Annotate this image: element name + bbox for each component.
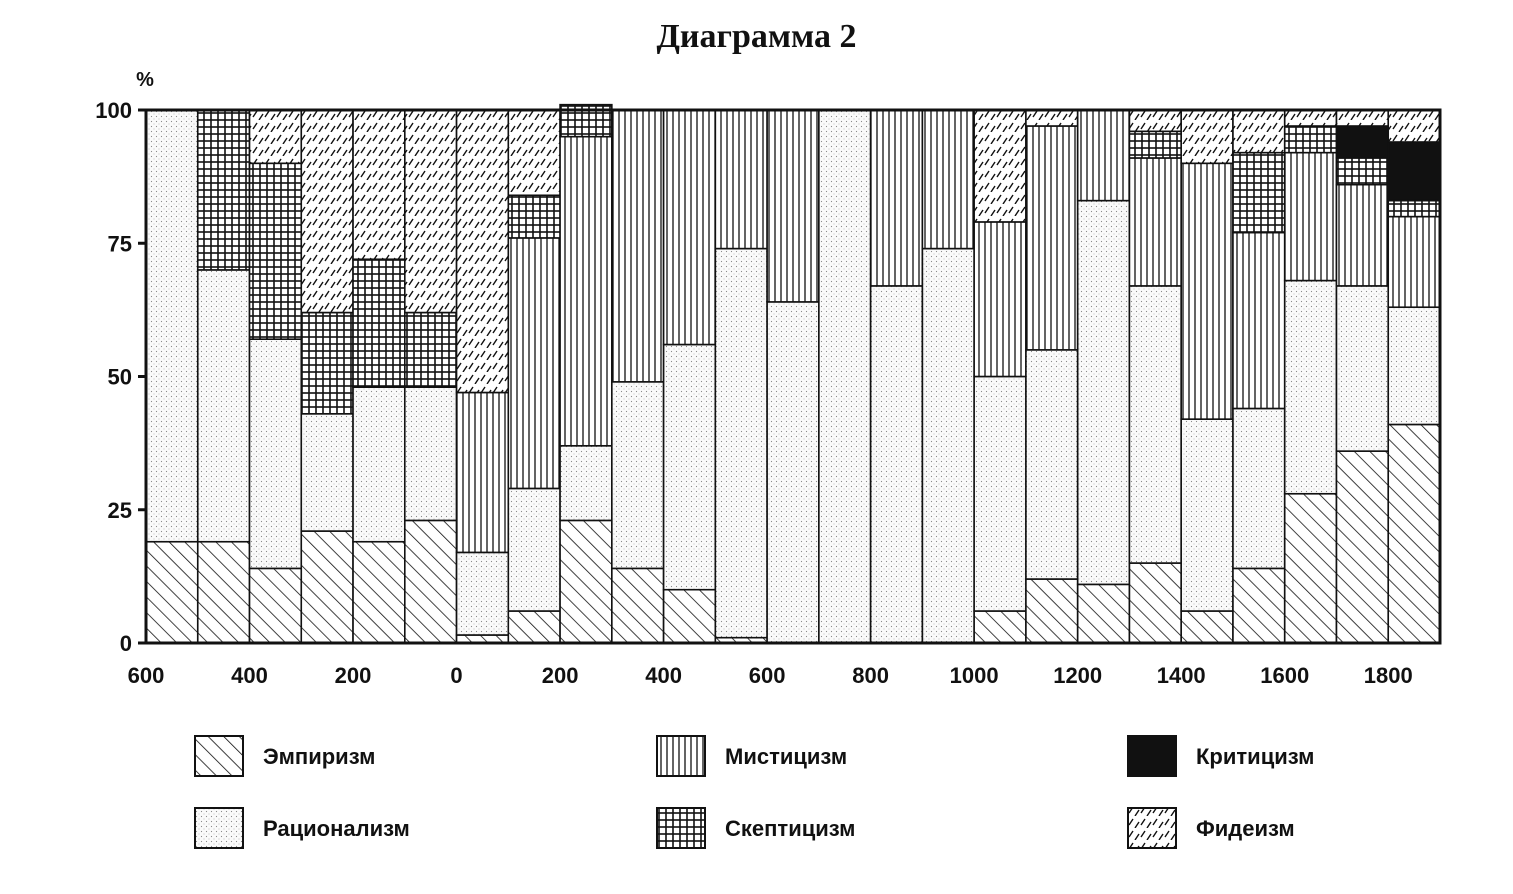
bar-segment-1500-6: [1233, 110, 1285, 153]
bar-segment-300-3: [612, 110, 664, 382]
legend-swatch-2: [195, 808, 243, 848]
bar-segment--500-4: [198, 110, 250, 270]
x-tick-label-1: 400: [231, 663, 268, 688]
x-tick-label-9: 1200: [1053, 663, 1103, 688]
bar-segment-1300-1: [1129, 563, 1181, 643]
bar-segment--300-1: [301, 531, 353, 643]
legend: [195, 736, 1314, 848]
bar-segment-1400-3: [1181, 163, 1233, 419]
bar-segment-1700-1: [1336, 451, 1388, 643]
bar-segment--400-1: [250, 568, 302, 643]
bar-segment-1600-4: [1285, 126, 1337, 153]
bar-segment-300-2: [612, 382, 664, 569]
legend-swatch-5: [1128, 736, 1176, 776]
chart-title: Диаграмма 2: [656, 18, 857, 55]
bar-segment-400-2: [664, 345, 716, 590]
bar-segment--400-4: [250, 163, 302, 339]
bars-layer: [146, 105, 1440, 643]
bar-segment-100-3: [508, 238, 560, 489]
x-tick-label-3: 0: [450, 663, 463, 688]
bar-segment-1300-2: [1129, 286, 1181, 563]
bar-segment-1400-6: [1181, 110, 1233, 163]
bar-segment-1100-1: [1026, 579, 1078, 643]
bar-segment-700-2: [819, 110, 871, 643]
x-tick-label-11: 1600: [1260, 663, 1310, 688]
bar-segment-1200-1: [1078, 584, 1130, 643]
y-tick-label-0: 0: [119, 631, 132, 656]
bar-segment--300-6: [301, 110, 353, 313]
bar-segment-900-2: [922, 249, 974, 643]
y-tick-label-50: 50: [107, 364, 132, 390]
y-tick-label-100: 100: [95, 98, 132, 123]
bar-segment-1700-3: [1336, 185, 1388, 286]
bar-segment-100-4: [508, 195, 560, 238]
bar-segment-1200-2: [1078, 201, 1130, 585]
bar-segment-1500-1: [1233, 568, 1285, 643]
y-axis-unit: %: [136, 69, 154, 91]
legend-swatch-3: [657, 736, 705, 776]
bar-segment--200-4: [353, 259, 405, 387]
bar-segment-1700-2: [1336, 286, 1388, 451]
bar-segment-1800-6: [1388, 110, 1440, 142]
bar-segment-1600-3: [1285, 153, 1337, 281]
bar-segment--300-4: [301, 313, 353, 414]
bar-segment-1000-6: [974, 110, 1026, 222]
bar-segment-1500-4: [1233, 153, 1285, 233]
bar-segment-200-2: [560, 446, 612, 521]
bar-segment-400-3: [664, 110, 716, 345]
x-tick-label-4: 200: [541, 663, 579, 688]
x-tick-label-10: 1400: [1156, 663, 1206, 688]
bar-segment-1200-3: [1078, 110, 1130, 201]
bar-segment-1800-4: [1388, 201, 1440, 217]
bar-segment-1500-2: [1233, 408, 1285, 568]
bar-segment-1800-1: [1388, 424, 1440, 643]
bar-segment-1100-2: [1026, 350, 1078, 579]
bar-segment-1800-5: [1388, 142, 1440, 201]
bar-segment-1700-4: [1336, 158, 1388, 185]
legend-label-3: Мистицизм: [725, 744, 848, 769]
bar-segment-800-2: [871, 286, 923, 643]
bar-segment--100-6: [405, 110, 457, 313]
bar-segment-1600-2: [1285, 281, 1337, 494]
y-tick-label-75: 75: [107, 231, 132, 257]
bar-segment-100-6: [508, 110, 560, 195]
bar-segment-1300-4: [1129, 131, 1181, 158]
y-tick-label-25: 25: [107, 497, 132, 523]
bar-segment-1400-1: [1181, 611, 1233, 643]
bar-segment-1300-6: [1129, 110, 1181, 131]
legend-label-5: Критицизм: [1196, 744, 1315, 769]
bar-segment-400-1: [664, 590, 716, 643]
bar-segment-1500-3: [1233, 233, 1285, 409]
bar-segment-1700-6: [1336, 110, 1388, 126]
bar-segment-600-2: [767, 302, 819, 643]
bar-segment--500-1: [198, 542, 250, 643]
bar-segment--100-2: [405, 387, 457, 520]
x-tick-label-0: 600: [127, 663, 165, 688]
bar-segment-1100-6: [1026, 110, 1078, 126]
bar-segment-100-2: [508, 488, 560, 611]
bar-segment--400-6: [250, 110, 302, 163]
bar-segment-200-3: [560, 137, 612, 446]
legend-swatch-1: [195, 736, 243, 776]
bar-segment-0-3: [457, 392, 509, 552]
bar-segment-100-1: [508, 611, 560, 643]
legend-swatch-6: [1128, 808, 1176, 848]
bar-segment--100-4: [405, 313, 457, 388]
legend-label-6: Фидеизм: [1196, 816, 1295, 841]
x-tick-label-12: 1800: [1363, 663, 1413, 688]
bar-segment-0-2: [457, 552, 509, 635]
x-tick-label-8: 1000: [949, 663, 999, 688]
bar-segment-200-1: [560, 520, 612, 643]
bar-segment--400-2: [250, 339, 302, 568]
bar-segment-1800-2: [1388, 307, 1440, 424]
legend-label-1: Эмпиризм: [263, 744, 376, 769]
bar-segment-1000-3: [974, 222, 1026, 377]
x-tick-label-6: 600: [748, 663, 786, 688]
bar-segment-1100-3: [1026, 126, 1078, 350]
bar-segment-800-3: [871, 110, 923, 286]
bar-segment--600-2: [146, 110, 198, 542]
bar-segment--100-1: [405, 520, 457, 643]
x-tick-label-7: 800: [852, 663, 889, 688]
bar-segment-300-1: [612, 568, 664, 643]
bar-segment--300-2: [301, 414, 353, 531]
bar-segment-1700-5: [1336, 126, 1388, 158]
bar-segment--200-6: [353, 110, 405, 259]
bar-segment-1000-2: [974, 377, 1026, 612]
bar-segment-900-3: [922, 110, 974, 249]
bar-segment-1400-2: [1181, 419, 1233, 611]
bar-segment-500-2: [715, 249, 767, 638]
bar-segment-1300-3: [1129, 158, 1181, 286]
bar-segment-1000-1: [974, 611, 1026, 643]
bar-segment-1800-3: [1388, 217, 1440, 308]
x-tick-label-5: 400: [645, 663, 682, 688]
x-tick-label-2: 200: [334, 663, 372, 688]
bar-segment--600-1: [146, 542, 198, 643]
bar-segment--200-2: [353, 387, 405, 542]
bar-segment-1600-6: [1285, 110, 1337, 126]
legend-label-4: Скептицизм: [725, 816, 856, 841]
legend-label-2: Рационализм: [263, 816, 410, 841]
bar-segment-1600-1: [1285, 494, 1337, 643]
bar-segment-0-6: [457, 110, 509, 392]
bar-segment--500-2: [198, 270, 250, 542]
bar-segment--200-1: [353, 542, 405, 643]
bar-segment-600-3: [767, 110, 819, 302]
legend-swatch-4: [657, 808, 705, 848]
bar-segment-500-3: [715, 110, 767, 249]
